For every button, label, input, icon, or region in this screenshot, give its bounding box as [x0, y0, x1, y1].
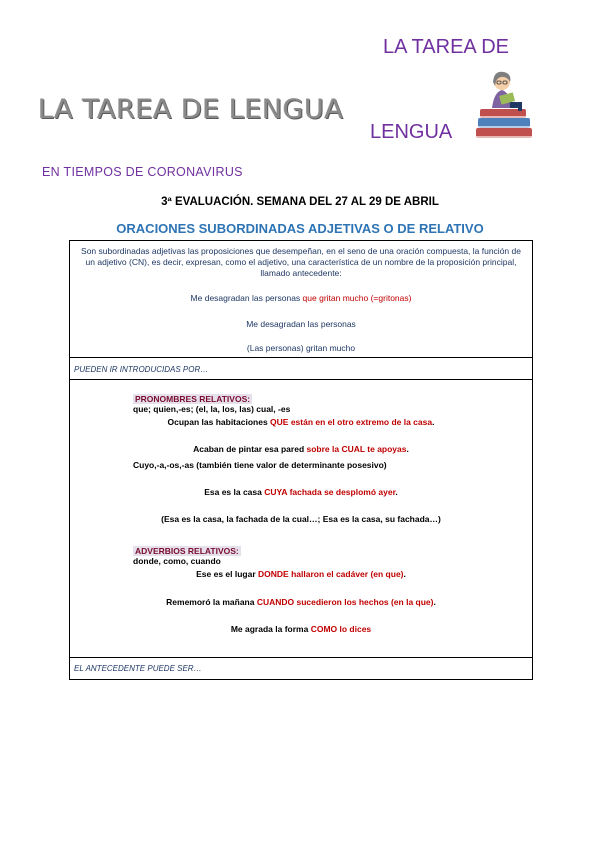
adverbios-example-2	[69, 597, 533, 607]
logo-text: LA TAREA DE LENGUA	[38, 94, 344, 125]
table-divider	[69, 379, 533, 380]
definition-example-2: Me desagradan las personas	[246, 319, 356, 329]
relative-clause-highlight: CUYA fachada se desplomó ayer	[264, 487, 396, 497]
relative-clause-highlight: CUANDO sucedieron los hechos (en la que)	[256, 597, 434, 607]
title-line-2: LENGUA	[370, 121, 453, 143]
definition-example-1	[69, 293, 533, 303]
pronombres-example-4: (Esa es la casa, la fachada de la cual…; Esa es la casa, su fachada…)	[161, 514, 441, 524]
row-label-introducidas: PUEDEN IR INTRODUCIDAS POR…	[74, 365, 209, 374]
girl-reading-on-books-icon	[474, 66, 534, 146]
example-text: Esa es la casa	[204, 487, 265, 497]
example-text: Ocupan las habitaciones	[167, 417, 271, 427]
cuyo-line: Cuyo,-a,-os,-as (también tiene valor de determinante posesivo)	[133, 460, 387, 470]
relative-clause-highlight: DONDE hallaron el cadáver (en que)	[258, 569, 404, 579]
example-punct: .	[403, 569, 406, 579]
week-heading: 3ª EVALUACIÓN. SEMANA DEL 27 AL 29 DE ABRIL	[161, 196, 439, 208]
example-punct: .	[433, 597, 436, 607]
pronombres-heading-label: PRONOMBRES RELATIVOS:	[135, 394, 251, 404]
pronombres-list: que; quien,-es; (el, la, los, las) cual, -es	[133, 404, 291, 414]
relative-clause-highlight: COMO lo dices	[310, 624, 372, 634]
pronombres-example-3	[69, 487, 533, 497]
relative-clause-highlight: que gritan mucho (=gritonas)	[302, 293, 412, 303]
example-text: Acaban de pintar esa pared	[193, 444, 307, 454]
table-divider	[69, 357, 533, 358]
relative-clause-highlight: QUE están en el otro extremo de la casa	[270, 417, 433, 427]
definition-example-3: (Las personas) gritan mucho	[246, 343, 356, 353]
adverbios-example-3	[69, 624, 533, 634]
pronombres-example-2	[69, 444, 533, 454]
subtitle: EN TIEMPOS DE CORONAVIRUS	[42, 165, 243, 179]
adverbios-list: donde, como, cuando	[133, 556, 221, 566]
adverbios-heading-label: ADVERBIOS RELATIVOS:	[135, 546, 239, 556]
section-title: ORACIONES SUBORDINADAS ADJETIVAS O DE RELATIVO	[116, 221, 484, 236]
example-text: Ese es el lugar	[196, 569, 259, 579]
example-punct: .	[395, 487, 398, 497]
relative-clause-highlight: sobre la CUAL te apoyas	[306, 444, 407, 454]
example-punct: .	[406, 444, 409, 454]
example-punct: .	[432, 417, 435, 427]
title-line-1: LA TAREA DE	[383, 36, 509, 58]
example-text: Me desagradan las personas	[190, 293, 303, 303]
table-divider	[69, 657, 533, 658]
row-label-antecedente: EL ANTECEDENTE PUEDE SER…	[74, 664, 202, 673]
pronombres-example-1	[69, 417, 533, 427]
example-text: Rememoró la mañana	[166, 597, 257, 607]
adverbios-example-1	[69, 569, 533, 579]
definition-text: Son subordinadas adjetivas las proposiciones que desempeñan, en el seno de una oración compuesta, la función de un adjetivo (CN), es decir, expresan, como el adjetivo, una característica de un nombre de la proposición principal, llamado antecedente:	[81, 246, 521, 278]
example-text: Me agrada la forma	[230, 624, 311, 634]
